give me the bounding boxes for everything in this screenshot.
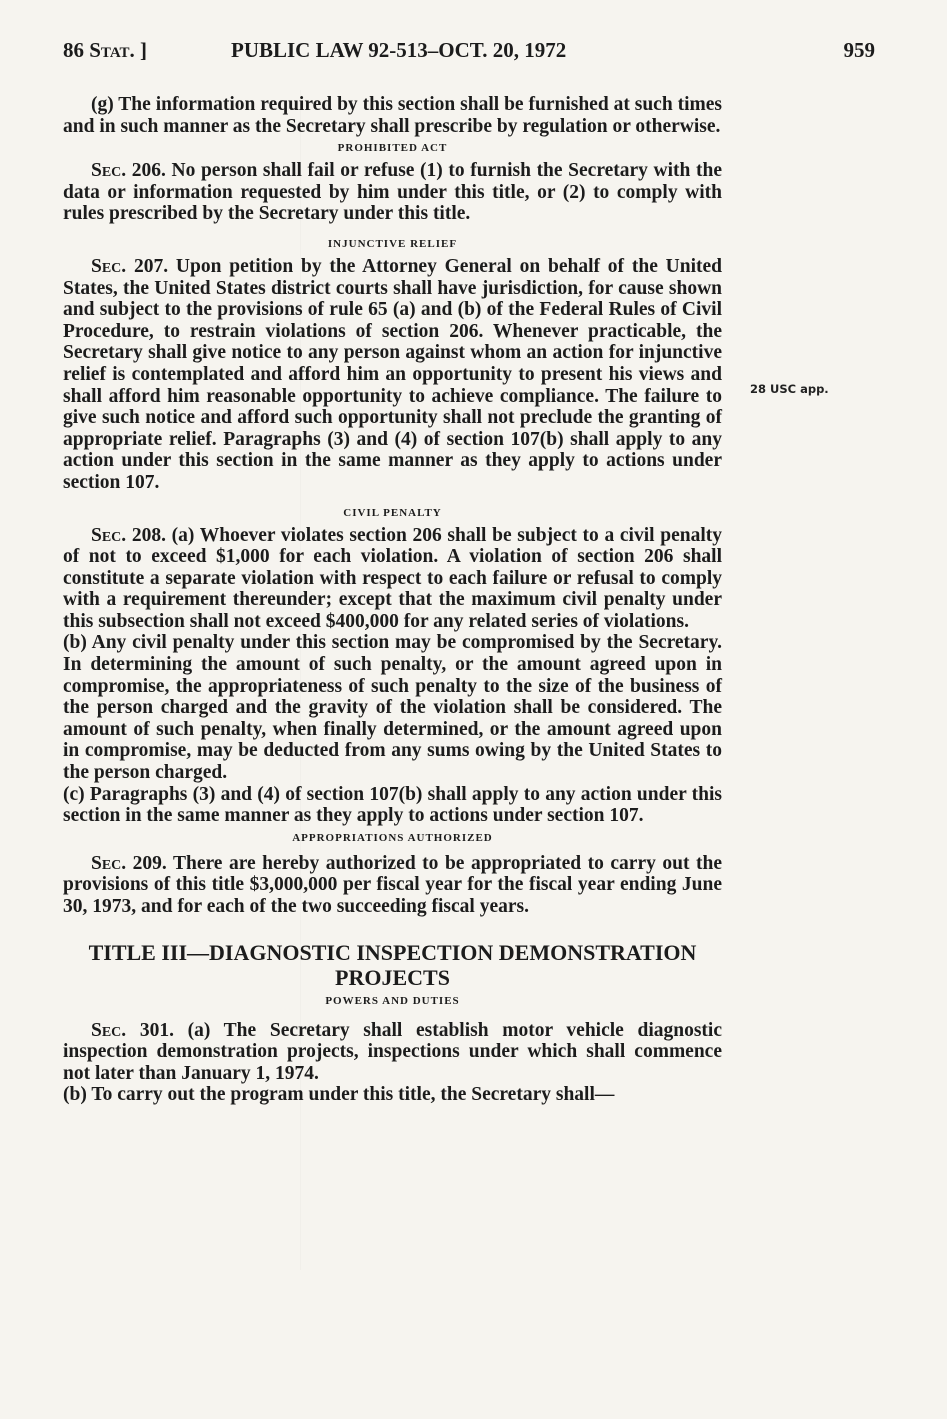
heading-injunctive-relief: INJUNCTIVE RELIEF	[327, 237, 458, 250]
margin-citation: 28 USC app.	[750, 382, 829, 396]
section-206-text: No person shall fail or refuse (1) to furnish the Secretary with the data or information requested by him under this title, or (2) to comply with rules prescribed by the Secretary under this title.	[63, 160, 722, 225]
heading-appropriations-authorized: APPROPRIATIONS AUTHORIZED	[292, 831, 493, 844]
section-301b: (b) To carry out the program under this title, the Secretary shall—	[63, 1084, 615, 1106]
section-207-text: Upon petition by the Attorney General on behalf of the United States, the United States district courts shall have jurisdiction, for cause shown and subject to the provisions of rule 65 (a) and (b) of the Federal Rules of Civil Procedure, to restrain violations of section 206. Whenever practicable, the Secretary shall give notice to any person against whom an action for injunctive relief is contemplated and afford him an opportunity to present his views and shall afford him reasonable opportunity to achieve compliance. The failure to give such notice and afford such opportunity shall not preclude the granting of appropriate relief. Paragraphs (3) and (4) of section 107(b) shall apply to any action under this section in the same manner as they apply to actions under section 107.	[63, 255, 723, 493]
reverse-margin-note	[800, 296, 870, 308]
reverse-margin-note	[790, 613, 870, 649]
page-number: 959	[843, 38, 875, 62]
section-301-label: Sec. 301.	[91, 1019, 174, 1041]
section-209-text: There are hereby authorized to be appropriated to carry out the provisions of this title $3,000,000 per fiscal year for the fiscal year ending June 30, 1973, and for each of the two succeeding fiscal years.	[63, 852, 722, 917]
section-207-label: Sec. 207.	[91, 255, 169, 277]
reverse-margin-note	[800, 96, 870, 120]
section-208-label: Sec. 208.	[91, 524, 166, 546]
section-301a-text: (a) The Secretary shall establish motor vehicle diagnostic inspection demonstration projects, inspections under which shall commence not later than January 1, 1974.	[63, 1019, 722, 1084]
section-206-label: Sec. 206.	[91, 160, 166, 182]
statute-reference: 86 Stat. ]	[63, 38, 148, 62]
running-header	[63, 38, 875, 68]
paragraph-g: (g) The information required by this section shall be furnished at such times and in such manner as the Secretary shall prescribe by regulation or otherwise.	[63, 94, 722, 137]
main-text-column	[63, 94, 722, 1106]
section-209	[63, 853, 722, 918]
title-iii-heading: TITLE III—DIAGNOSTIC INSPECTION DEMONSTRATION PROJECTS	[88, 939, 697, 990]
heading-civil-penalty: CIVIL PENALTY	[343, 506, 442, 519]
heading-powers-and-duties: POWERS AND DUTIES	[325, 994, 460, 1007]
section-208c: (c) Paragraphs (3) and (4) of section 107(b) shall apply to any action under this section in the same manner as they apply to actions under section 107.	[63, 783, 722, 827]
section-206	[63, 160, 722, 225]
header-title: PUBLIC LAW 92-513–OCT. 20, 1972	[231, 38, 567, 62]
heading-prohibited-act: PROHIBITED ACT	[337, 142, 448, 155]
section-208b: (b) Any civil penalty under this section may be compromised by the Secretary. In determining the amount of such penalty, or the amount agreed upon in compromise, the appropriateness of such penalty to the size of the business of the person charged and the gravity of the violation shall be considered. The amount of such penalty, when finally determined, or the amount agreed upon in compromise, may be deducted from any sums owing by the United States to the person charged.	[63, 632, 722, 784]
section-207	[63, 256, 722, 494]
section-208a-text: (a) Whoever violates section 206 shall be subject to a civil penalty of not to exceed $1,000 for each violation. A violation of section 206 shall constitute a separate violation with respect to each failure or refusal to comply with a requirement thereunder; except that the maximum civil penalty under this subsection shall not exceed $400,000 for any related series of violations.	[63, 524, 723, 632]
section-301a	[63, 1020, 722, 1085]
section-208a	[63, 525, 722, 633]
section-209-label: Sec. 209.	[91, 852, 167, 874]
